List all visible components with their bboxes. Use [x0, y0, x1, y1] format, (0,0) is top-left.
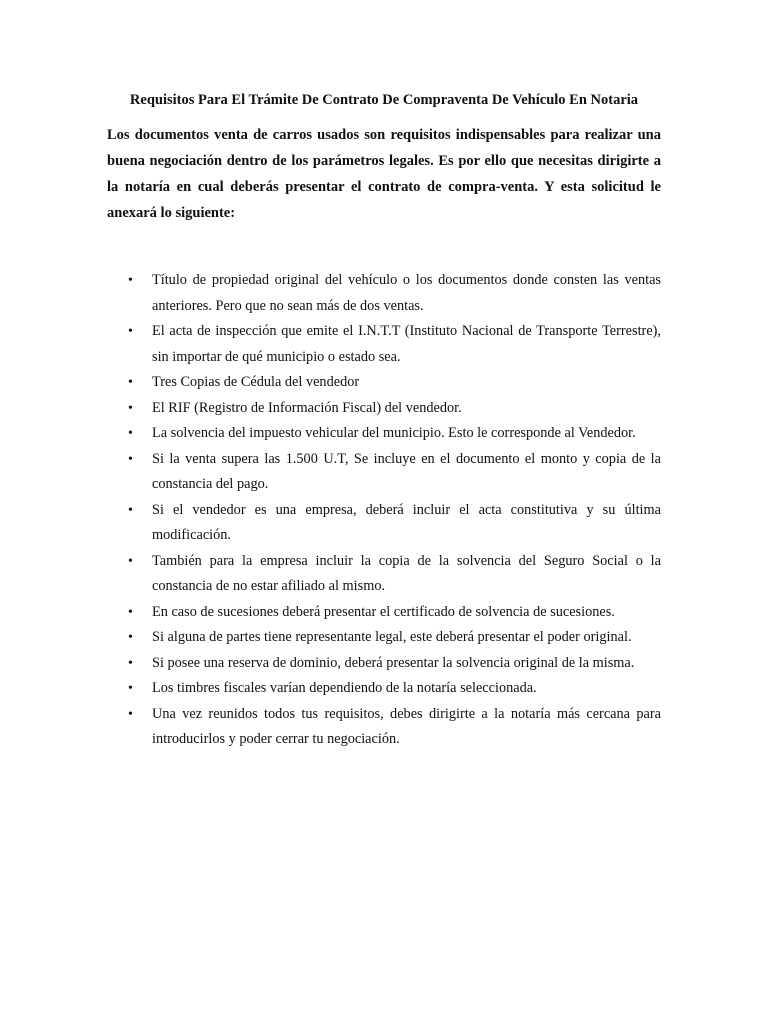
document-title: Requisitos Para El Trámite De Contrato De Compraventa De Vehículo En Notaria — [129, 92, 639, 108]
requirement-text: El RIF (Registro de Información Fiscal) del vendedor. — [152, 399, 462, 416]
requirement-text: Si posee una reserva de dominio, deberá presentar la solvencia original de la misma. — [152, 654, 635, 671]
bullet-icon: • — [128, 655, 133, 671]
requirement-text: Si el vendedor es una empresa, deberá incluir el acta constitutiva y su última modificación. — [152, 501, 661, 543]
requirement-text: Una vez reunidos todos tus requisitos, debes dirigirte a la notaría más cercana para introducirlos y poder cerrar tu negociación. — [152, 705, 661, 747]
bullet-icon: • — [128, 502, 133, 518]
bullet-icon: • — [128, 400, 133, 416]
list-item — [107, 702, 661, 753]
list-item — [107, 600, 661, 626]
requirement-text: La solvencia del impuesto vehicular del municipio. Esto le corresponde al Vendedor. — [152, 425, 636, 441]
list-item — [107, 625, 661, 651]
bullet-icon: • — [128, 426, 133, 441]
bullet-icon: • — [128, 273, 133, 288]
list-item — [107, 421, 661, 447]
list-item — [107, 396, 661, 422]
bullet-icon: • — [128, 706, 133, 722]
list-item — [107, 549, 661, 600]
bullet-icon: • — [128, 324, 133, 339]
bullet-icon: • — [128, 451, 133, 467]
list-item — [107, 268, 661, 319]
requirement-text: Si la venta supera las 1.500 U.T, Se incluye en el documento el monto y copia de la constancia del pago. — [152, 450, 661, 492]
requirement-text: Tres Copias de Cédula del vendedor — [152, 374, 360, 390]
list-item — [107, 498, 661, 549]
list-item — [107, 651, 661, 677]
bullet-icon: • — [128, 630, 133, 645]
bullet-icon: • — [128, 375, 133, 390]
list-item — [107, 676, 661, 702]
list-item — [107, 319, 661, 370]
requirement-text: El acta de inspección que emite el I.N.T.T (Instituto Nacional de Transporte Terrestre), sin importar de qué municipio o estado sea. — [152, 323, 661, 365]
requirement-text: Si alguna de partes tiene representante legal, este deberá presentar el poder original. — [152, 629, 632, 645]
requirement-text: Título de propiedad original del vehículo o los documentos donde consten las ventas anteriores. Pero que no sean más de dos ventas. — [152, 272, 661, 314]
intro-paragraph: Los documentos venta de carros usados son requisitos indispensables para realizar una buena negociación dentro de los parámetros legales. Es por ello que necesitas dirigirte a la notaría en cual deberás presentar el contrato de compra-venta. Y esta solicitud le anexará lo siguiente: — [107, 127, 661, 221]
requirement-text: En caso de sucesiones deberá presentar el certificado de solvencia de sucesiones. — [152, 603, 615, 620]
bullet-icon: • — [128, 553, 133, 569]
requirements-list — [107, 268, 661, 753]
requirement-text: Los timbres fiscales varían dependiendo de la notaría seleccionada. — [152, 680, 537, 696]
requirement-text: También para la empresa incluir la copia de la solvencia del Seguro Social o la constancia de no estar afiliado al mismo. — [152, 552, 661, 594]
bullet-icon: • — [128, 604, 133, 620]
bullet-icon: • — [128, 681, 133, 696]
list-item — [107, 447, 661, 498]
list-item — [107, 370, 661, 396]
